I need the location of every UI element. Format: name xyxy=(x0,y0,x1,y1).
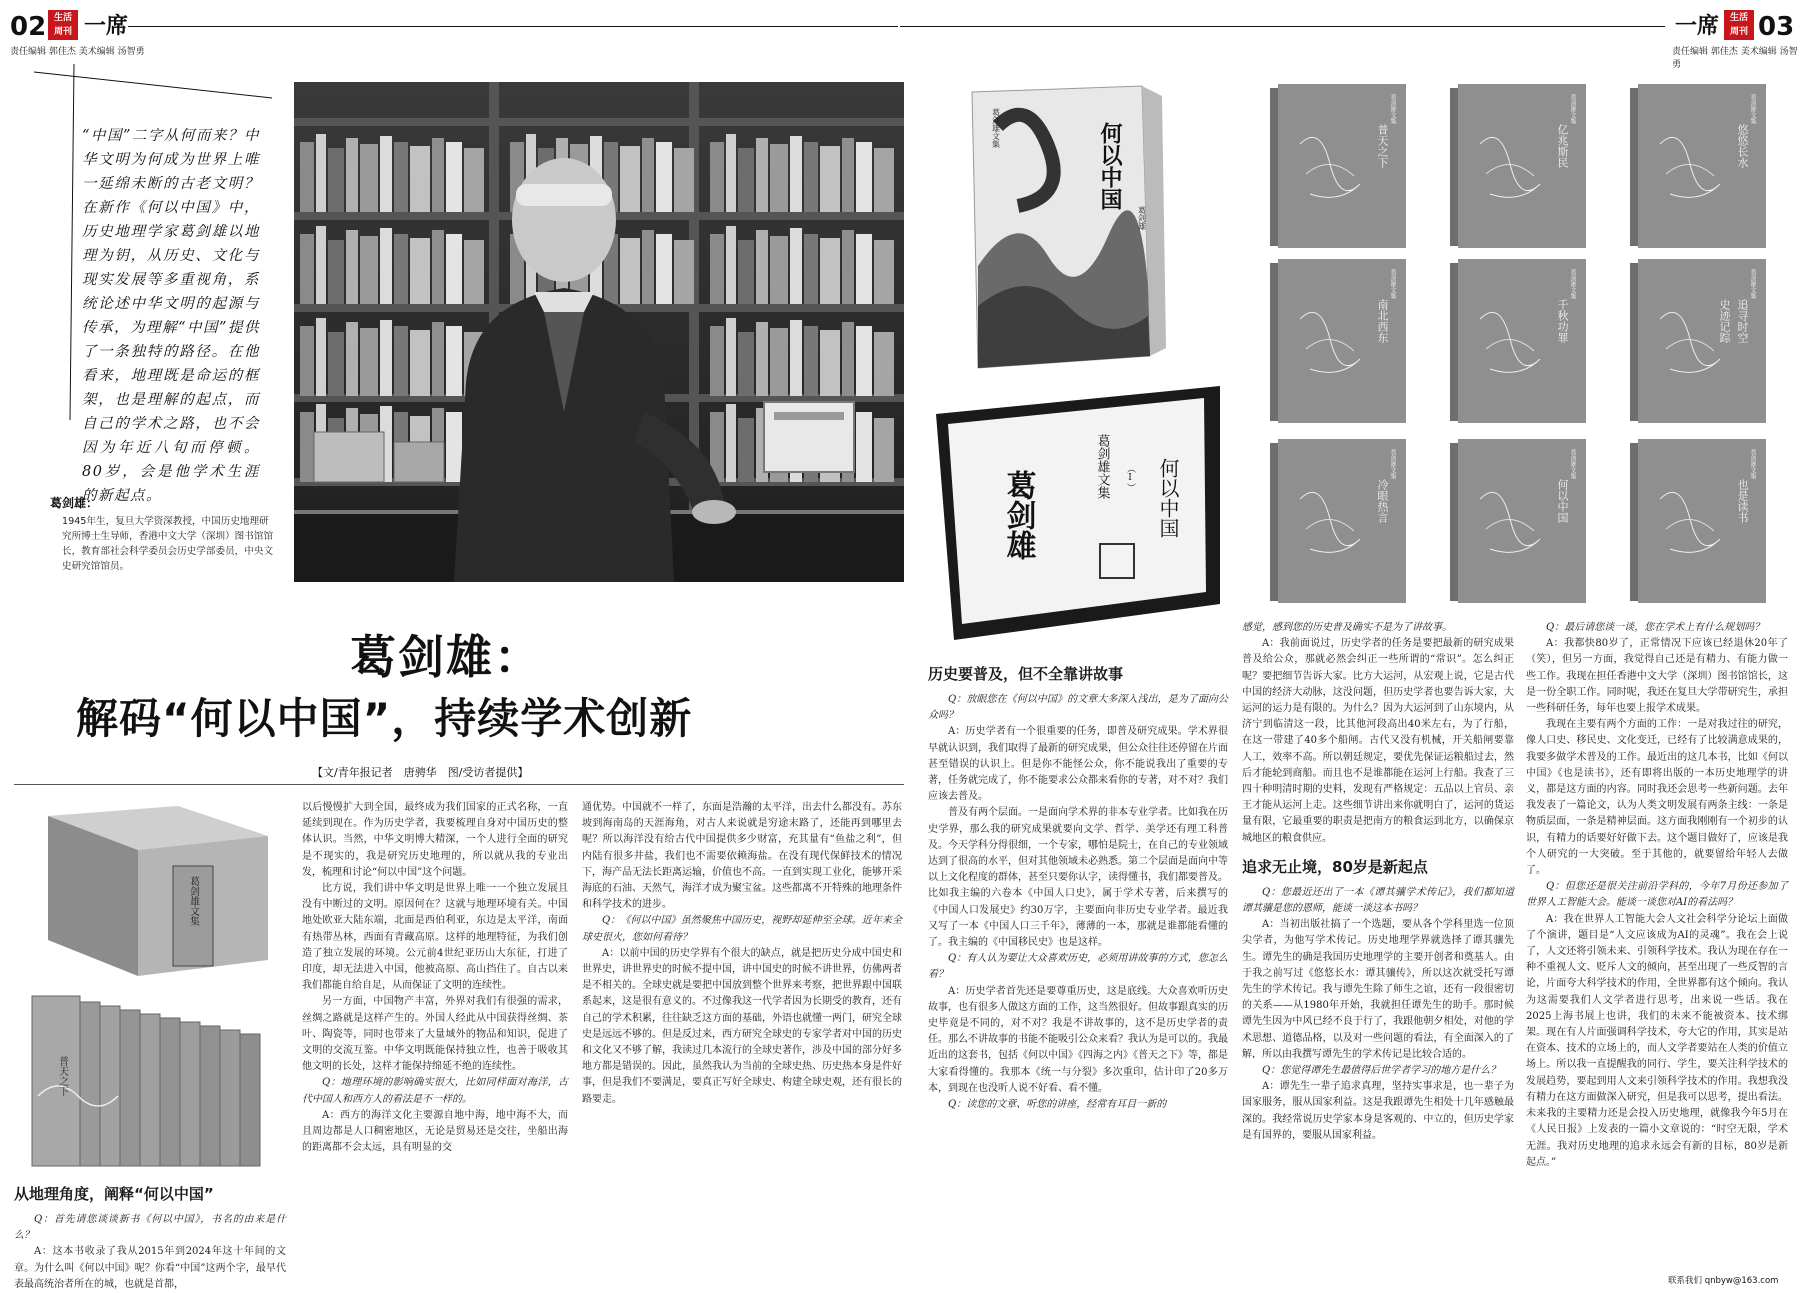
section-heading-1: 从地理角度，阐释“何以中国” xyxy=(14,1185,214,1203)
section-heading-3: 追求无止境，80岁是新起点 xyxy=(1242,857,1428,876)
series-book-title: 也是读书 xyxy=(1736,479,1749,523)
series-book-series: 葛剑雄文集 xyxy=(1749,269,1756,299)
book-series-grid xyxy=(1262,84,1782,618)
right-editors: 责任编辑 郭佳杰 美术编辑 汤智勇 xyxy=(1672,47,1798,70)
col2-p1: 以后慢慢扩大到全国，最终成为我们国家的正式名称，一直延续到现在。作为历史学者，我要梳理自身对中国历史的整体认识。当然，中华文明博大精深，一个人进行全面的研究是不现实的，我是研究历史地理的，所以就从我的专业出发，梳理和讨论“何以中国”这个问题。 xyxy=(302,802,568,878)
series-book-title: 史迹记踪 xyxy=(1718,299,1731,343)
masthead-line1: 生活 xyxy=(53,13,72,23)
masthead-line2-right: 周刊 xyxy=(1729,27,1748,37)
headline-line1: 葛剑雄： xyxy=(350,630,542,684)
article-column-6 xyxy=(1526,620,1788,1270)
col6-answer2: A：我在世界人工智能大会人文社会科学分论坛上面做了个演讲，题目是“人文应该成为AI的灵魂”。我在会上说了，人文还将引领未来、引领科学技术。我认为现在存在一种不重视人文、贬斥人文的倾向，甚至出现了一些反智的言论，片面夸大科学技术的作用，全世界都有这个倾向。我认为这需要我们人文学者进行思考，出来说一些话。我在2025上海书展上也讲，我们的未来不能被资本、技术绑架。现在有人片面强调科学技术，夸大它的作用，其实是站在资本、技术的立场上的，而人文学者要站在人类的价值立场上。所以我一直提醒我的同行、学生，要关注科学技术的发展趋势，要起到用人文来引领科学技术的作用。我想我没有精力在这方面做深入研究，但是我可以思考，提出看法。未来我的主要精力还是会投入历史地理，就像我今年5月在《人民日报》上发表的一篇小文章说的：“时空无限，学术无涯。我对历史地理的追求永远会有新的目标，80岁是新起点。” xyxy=(1526,913,1788,1168)
series-book-series: 葛剑雄文集 xyxy=(1569,269,1576,299)
series-book xyxy=(1270,84,1412,248)
footer-contact: 联系我们 qnbyw@163.com xyxy=(1668,1276,1779,1286)
col4-p1: 普及有两个层面。一是面向学术界的非本专业学者。比如我在历史学界，那么我的研究成果就要向文学、哲学、美学还有理工科普及。今天学科分得很细，一个专家，哪怕是院士，在自己的专业领域达到了很高的水平，但对其他领域未必熟悉。第二个层面是面向中等以上文化程度的群体，甚至只要你认字，读得懂书，我们都要普及。比如我主编的六卷本《中国人口史》，属于学术专著，后来撰写的《中国人口发展史》约30万字，主要面向非历史专业学者。最近我又写了一本《中国人口三千年》，薄薄的一本，那就是谁都能看懂的了。我主编的《中国移民史》也是这样。 xyxy=(928,807,1228,949)
bookshelf-illustration xyxy=(294,82,904,582)
open-book-signature: 葛剑雄 xyxy=(1000,470,1036,560)
series-book-title: 普天之下 xyxy=(1376,124,1389,168)
col4-question3: Q：读您的文章、听您的讲座，经常有耳目一新的 xyxy=(948,1099,1167,1111)
book-cover-photo xyxy=(958,86,1166,372)
col5-answer3: A：谭先生一辈子追求真理，坚持实事求是，也一辈子为国家服务，服从国家利益。这是我跟谭先生相处十几年感触最深的。我经常说历史学家本身是客观的、中立的，但历史学家是有国界的，要服从国家利益。 xyxy=(1242,1081,1514,1141)
series-book-title: 千秋功罪 xyxy=(1556,299,1569,343)
right-section-name: 一席 xyxy=(1675,14,1720,39)
series-book-series: 葛剑雄文集 xyxy=(1749,94,1756,124)
bio-name: 葛剑雄： xyxy=(50,496,99,510)
col2-p3: 另一方面，中国物产丰富，外界对我们有很强的需求，丝绸之路就是这样产生的。外国人经此从中国获得丝绸、茶叶、陶瓷等，同时也带来了大量域外的物品和知识，促进了文明的交流互鉴。中华文明既能保持独立性，也善于吸收其他文明的长处，这样才能保持绵延不绝的连续性。 xyxy=(302,996,568,1073)
col2-question: Q：地理环境的影响确实很大，比如同样面对海洋，古代中国人和西方人的看法是不一样的。 xyxy=(302,1077,568,1105)
article-column-2 xyxy=(302,800,568,1286)
byline: 【文/青年报记者 唐骋华 图/受访者提供】 xyxy=(312,766,529,779)
col5-question2: Q：您最近还出了一本《谭其骧学术传记》，我们都知道谭其骧是您的恩师，能谈一谈这本书吗？ xyxy=(1242,886,1514,915)
box-set-label: 葛剑雄文集 xyxy=(187,876,199,926)
left-editors: 责任编辑 郭佳杰 美术编辑 汤智勇 xyxy=(10,47,145,57)
series-book xyxy=(1270,259,1412,423)
masthead-line2: 周刊 xyxy=(53,27,72,37)
series-book xyxy=(1630,259,1772,423)
series-book-series: 葛剑雄文集 xyxy=(1749,449,1756,479)
headline-line2: 解码“何以中国”，持续学术创新 xyxy=(76,694,693,743)
book-main-title: 何以中国 xyxy=(1097,122,1123,210)
series-book-series: 葛剑雄文集 xyxy=(1389,269,1396,299)
open-book-vol: （Ⅰ） xyxy=(1125,464,1135,492)
open-book-series: 葛剑雄文集 xyxy=(1094,434,1110,499)
series-book-series: 葛剑雄文集 xyxy=(1569,449,1576,479)
byline-rule xyxy=(14,784,904,785)
col1-answer: A：这本书收录了我从2015年到2024年这十年间的文章。为什么叫《何以中国》呢？你看“中国”这两个字，最早代表最高统治者所在的城，也就是首都， xyxy=(14,1246,286,1290)
book-main-series: 葛剑雄文集 xyxy=(991,108,1001,148)
col3-p1: 通优势。中国就不一样了，东面是浩瀚的太平洋，出去什么都没有。苏东坡到海南岛的天涯海角，对古人来说就是穷途末路了，还能再到哪里去呢？所以海洋没有给古代中国提供多少财富，充其量有“鱼盐之利”，但内陆有很多井盐，我们也不需要依赖海盐。在没有现代保鲜技术的情况下，海产品无法长距离运输，价值也不高。一直到实现工业化，能够开采海底的石油、天然气，海洋才成为聚宝盆。这些都离不开特殊的地理条件和科学技术的进步。 xyxy=(582,802,902,911)
col5-question3: Q：您觉得谭先生最值得后世学者学习的地方是什么？ xyxy=(1262,1065,1501,1077)
col4-question1: Q：放眼您在《何以中国》的文章大多深入浅出，是为了面向公众吗？ xyxy=(928,694,1228,722)
series-book xyxy=(1450,259,1592,423)
col5-p0: 感觉，感到您的历史普及确实不是为了讲故事。 xyxy=(1242,622,1452,633)
book-main-author: 葛剑雄 xyxy=(1137,206,1147,230)
left-page-number: 02 xyxy=(10,12,47,42)
series-book-title: 冷眼热言 xyxy=(1376,479,1389,523)
right-page-number: 03 xyxy=(1758,12,1795,42)
series-book xyxy=(1630,439,1772,603)
box-set-front-title: 普天之下 xyxy=(56,1056,68,1096)
col5-answer2: A：当初出版社搞了一个选题，要从各个学科里选一位顶尖学者，为他写学术传记。历史地理学界就选择了谭其骧先生。谭先生的确是我国历史地理学的主要开创者和奠基人。由于我之前写过《悠悠长水：谭其骧传》，所以这次就受托写谭先生的学术传记。我与谭先生除了师生之谊，还有一段很密切的关系——从1980年开始，我就担任谭先生的助手。那时候谭先生因为中风已经不良于行了，我跟他朝夕相处，对他的学术思想、道德品格，以及对一些问题的看法，有全面深入的了解，所以由我撰写谭先生的学术传记是比较合适的。 xyxy=(1242,919,1514,1060)
series-book-series: 葛剑雄文集 xyxy=(1569,94,1576,124)
series-book-title: 何以中国 xyxy=(1556,479,1569,523)
col2-p2: 比方说，我们讲中华文明是世界上唯一一个独立发展且没有中断过的文明。原因何在？这就与地理环境有关。中国地处欧亚大陆东端，北面是西伯利亚，东边是太平洋，南面有热带丛林，西面有青藏高原。这样的地理特征，为我们创造了独立发展的环境。公元前4世纪亚历山大东征，打进了印度，却无法进入中国，他被高原、高山挡住了。自古以来我们都能自给自足，从而保证了文明的连续性。 xyxy=(302,883,568,992)
box-set-photo xyxy=(18,796,288,1176)
series-book-title: 南北西东 xyxy=(1376,299,1389,343)
lead-paragraph: “中国”二字从何而来？中华文明为何成为世界上唯一延绵未断的古老文明？在新作《何以中国》中，历史地理学家葛剑雄以地理为钥，从历史、文化与现实发展等多重视角，系统论述中华文明的起源与传承，为理解“中国”提供了一条独特的路径。在他看来，地理既是命运的框架，也是理解的起点，而自己的学术之路，也不会因为年近八旬而停顿。80岁，会是他学术生涯的新起点。 xyxy=(82,128,260,504)
col2-answer: A：西方的海洋文化主要源自地中海，地中海不大，而且周边都是人口稠密地区，无论是贸易还是交往，坐船出海的距离都不会太远，具有明显的交 xyxy=(302,1109,568,1154)
series-book xyxy=(1450,84,1592,248)
col3-answer: A：以前中国的历史学界有个很大的缺点，就是把历史分成中国史和世界史，讲世界史的时候不提中国，讲中国史的时候不讲世界，仿佛两者是不相关的。全球史就是要把中国放到整个世界来考察，把世界跟中国联系起来，这是很有意义的。不过像我这一代学者因为长期受的教育，还有自己的学术积累，往往缺乏这方面的基础，外语也就懂一两门，研究全球史是远远不够的。但是反过来，西方研究全球史的专家学者对中国的历史和文化又不够了解，我读过几本流行的全球史著作，涉及中国的部分好多地方都是错误的。因此，虽然我认为当前的全球史热、历史热本身是件好事，但是我们不要满足，要真正写好全球史、构建全球史观，还有很长的路要走。 xyxy=(582,947,902,1105)
article-column-4 xyxy=(928,660,1228,1286)
series-book-title: 亿兆斯民 xyxy=(1556,124,1569,168)
article-column-3 xyxy=(582,800,902,1286)
right-header-rule xyxy=(900,26,1665,27)
col1-question: Q：首先请您谈谈新书《何以中国》，书名的由来是什么？ xyxy=(14,1214,286,1242)
col5-answer1: A：我前面说过，历史学者的任务是要把最新的研究成果普及给公众，那就必然会纠正一些所谓的“常识”。怎么纠正呢？要把细节告诉大家。比方大运河，从宏观上说，它是古代中国的经济大动脉，这没问题，但历史学者也要告诉大家，大运河的运力是有限的。为什么？因为大运河到了山东境内，从济宁到临清这一段，比其他河段高出40米左右，为了行船，在这一带建了40多个船闸。古代又没有机械，开关船闸要靠人工，效率不高。所以朝廷规定，要优先保证运粮船过去，然后才能轮到商船。而且也不是谁都能在运河上行船。我查了三四十种明清时期的史料，发现有严格规定：五品以上官员、亲王才能从运河上走。这些细节讲出来你就明白了，运河的货运量有限，它最重要的职责是把南方的粮食运到北方，以确保京城地区的粮食供应。 xyxy=(1242,638,1514,844)
article-column-1 xyxy=(14,1184,286,1290)
series-book-title: 悠悠长水 xyxy=(1736,124,1749,168)
masthead-logo-left xyxy=(48,10,78,40)
series-book xyxy=(1270,439,1412,603)
portrait-photo xyxy=(294,82,904,582)
col6-answer1: A：我都快80岁了，正常情况下应该已经退休20年了（笑），但另一方面，我觉得自己还是有精力、有能力做一些工作。我现在担任香港中文大学（深圳）图书馆馆长，这是一份全职工作。同时呢，我还在复旦大学带研究生，承担一些科研任务，每年也要上报学术成果。 xyxy=(1526,638,1788,715)
section-heading-2: 历史要普及，但不全靠讲故事 xyxy=(928,665,1124,683)
col6-question1: Q：最后请您谈一谈，您在学术上有什么规划吗？ xyxy=(1546,622,1765,633)
article-column-5 xyxy=(1242,620,1514,1286)
open-book-photo xyxy=(934,384,1224,644)
series-book xyxy=(1630,84,1772,248)
col4-answer1: A：历史学者有一个很重要的任务，即普及研究成果。学术界很早就认识到，我们取得了最新的研究成果，但公众往往还停留在片面甚至错误的认识上。但是你不能怪公众，你不能说我出了重要的专著，任务就完成了，你不能要求公众都来看你的专著，对不对？我们应该去普及。 xyxy=(928,726,1228,803)
left-header-rule xyxy=(128,26,898,27)
col6-question2: Q：但您还是很关注前沿学科的，今年7月份还参加了世界人工智能大会。能谈一谈您对AI的看法吗？ xyxy=(1526,881,1788,909)
series-book-series: 葛剑雄文集 xyxy=(1389,94,1396,124)
col6-p1: 我现在主要有两个方面的工作：一是对我过往的研究，像人口史、移民史、文化变迁，已经有了比较满意成果的，我要多做学术普及的工作。最近出的这几本书，比如《何以中国》《也是读书》，还有即将出版的一本历史地理学的讲义，都是这方面的内容。同时我还会思考一些新问题。去年我发表了一篇论文，认为人类文明发展有两条主线：一条是物质层面，一条是精神层面。这方面我刚刚有一个初步的认识，有精力的话要好好做下去。这个题目做好了，应该是我个人研究的一大突破。至于其他的，就要留给年轻人去做了。 xyxy=(1526,719,1788,877)
series-book xyxy=(1450,439,1592,603)
col4-answer2: A：历史学者首先还是要尊重历史，这是底线。大众喜欢听历史故事，也有很多人做这方面的工作，这当然很好。但故事跟真实的历史毕竟是不同的，对不对？我是不讲故事的，这不是历史学者的责任。那么不讲故事的书能不能吸引公众来看？我认为是可以的。我最近出的这套书，包括《何以中国》《四海之内》《普天之下》等，都是大家看得懂的。我那本《统一与分裂》多次重印，估计印了20多万本，到现在也没听人说不好看、看不懂。 xyxy=(928,985,1228,1094)
col3-question: Q：《何以中国》虽然聚焦中国历史，视野却延伸至全球。近年来全球史很火，您如何看待？ xyxy=(582,915,902,943)
series-book-title: 追寻时空 xyxy=(1736,299,1749,343)
masthead-line1-right: 生活 xyxy=(1729,13,1748,23)
masthead-logo-right xyxy=(1724,10,1754,40)
series-book-series: 葛剑雄文集 xyxy=(1389,449,1396,479)
left-section-name: 一席 xyxy=(84,14,129,39)
open-book-title: 何以中国 xyxy=(1156,458,1180,538)
col4-question2: Q：有人认为要让大众喜欢历史，必须用讲故事的方式，您怎么看？ xyxy=(928,953,1228,981)
bio-text: 1945年生，复旦大学资深教授，中国历史地理研究所博士生导师，香港中文大学（深圳）图书馆馆长，教育部社会科学委员会历史学部委员，中央文史研究馆馆员。 xyxy=(62,516,274,572)
